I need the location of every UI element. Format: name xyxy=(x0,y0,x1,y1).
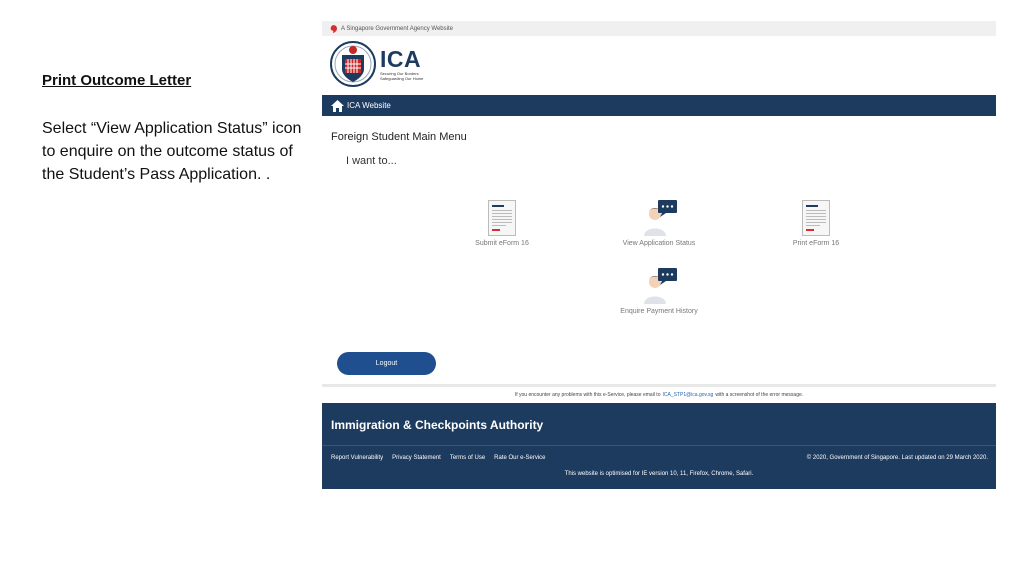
footer-divider xyxy=(322,445,996,446)
top-navbar xyxy=(322,95,996,116)
gov-banner xyxy=(322,21,996,36)
help-note xyxy=(322,387,996,403)
logout-button[interactable]: Logout xyxy=(337,352,436,375)
menu-prompt: I want to... xyxy=(346,155,397,167)
gov-banner-text: A Singapore Government Agency Website xyxy=(341,25,453,32)
document-icon xyxy=(802,200,830,236)
footer-link-privacy-statement[interactable]: Privacy Statement xyxy=(392,455,441,461)
document-icon xyxy=(488,200,516,236)
footer-authority-name: Immigration & Checkpoints Authority xyxy=(331,418,544,432)
footer-copyright: © 2020, Government of Singapore. Last updated on 29 March 2020. xyxy=(806,455,988,461)
footer-link-terms-of-use[interactable]: Terms of Use xyxy=(449,455,486,461)
user-chat-icon xyxy=(640,268,678,304)
ica-wordmark: ICA xyxy=(380,46,422,72)
ica-crest-icon xyxy=(330,39,376,89)
menu-item-label: Print eForm 16 xyxy=(792,240,840,247)
support-email-link[interactable]: ICA_STP1@ica.gov.sg xyxy=(662,392,714,398)
submit-eform16-option[interactable] xyxy=(442,200,562,247)
portal-screenshot xyxy=(322,21,996,489)
help-note-prefix: If you encounter any problems with this e-Service, please email to xyxy=(514,392,661,398)
site-footer xyxy=(322,403,996,489)
menu-item-label: View Application Status xyxy=(622,240,696,247)
footer-link-report-vulnerability[interactable]: Report Vulnerability xyxy=(331,455,384,461)
page-title: Foreign Student Main Menu xyxy=(331,131,467,143)
instruction-title: Print Outcome Letter xyxy=(42,72,192,89)
print-eform16-option[interactable] xyxy=(756,200,876,247)
ica-website-link[interactable]: ICA Website xyxy=(347,101,391,110)
home-icon[interactable] xyxy=(331,100,344,112)
help-note-suffix: with a screenshot of the error message. xyxy=(715,392,804,398)
user-chat-icon xyxy=(640,200,678,236)
instruction-body: Select “View Application Status” icon to enquire on the outcome status of the Student’s Pass Application. . xyxy=(42,120,302,183)
ica-tagline: Securing Our Borders Safeguarding Our Home xyxy=(380,71,424,81)
view-application-status-option[interactable] xyxy=(599,200,719,247)
menu-item-label: Enquire Payment History xyxy=(620,308,698,315)
enquire-payment-history-option[interactable] xyxy=(599,268,719,315)
main-content xyxy=(322,116,996,386)
ica-logo[interactable] xyxy=(330,39,430,89)
footer-links xyxy=(331,455,555,461)
menu-item-label: Submit eForm 16 xyxy=(475,240,529,247)
browser-support-note: This website is optimised for IE version 10, 11, Firefox, Chrome, Safari. xyxy=(564,471,754,477)
footer-link-rate-eservice[interactable]: Rate Our e-Service xyxy=(494,455,546,461)
lion-head-icon xyxy=(330,25,337,33)
